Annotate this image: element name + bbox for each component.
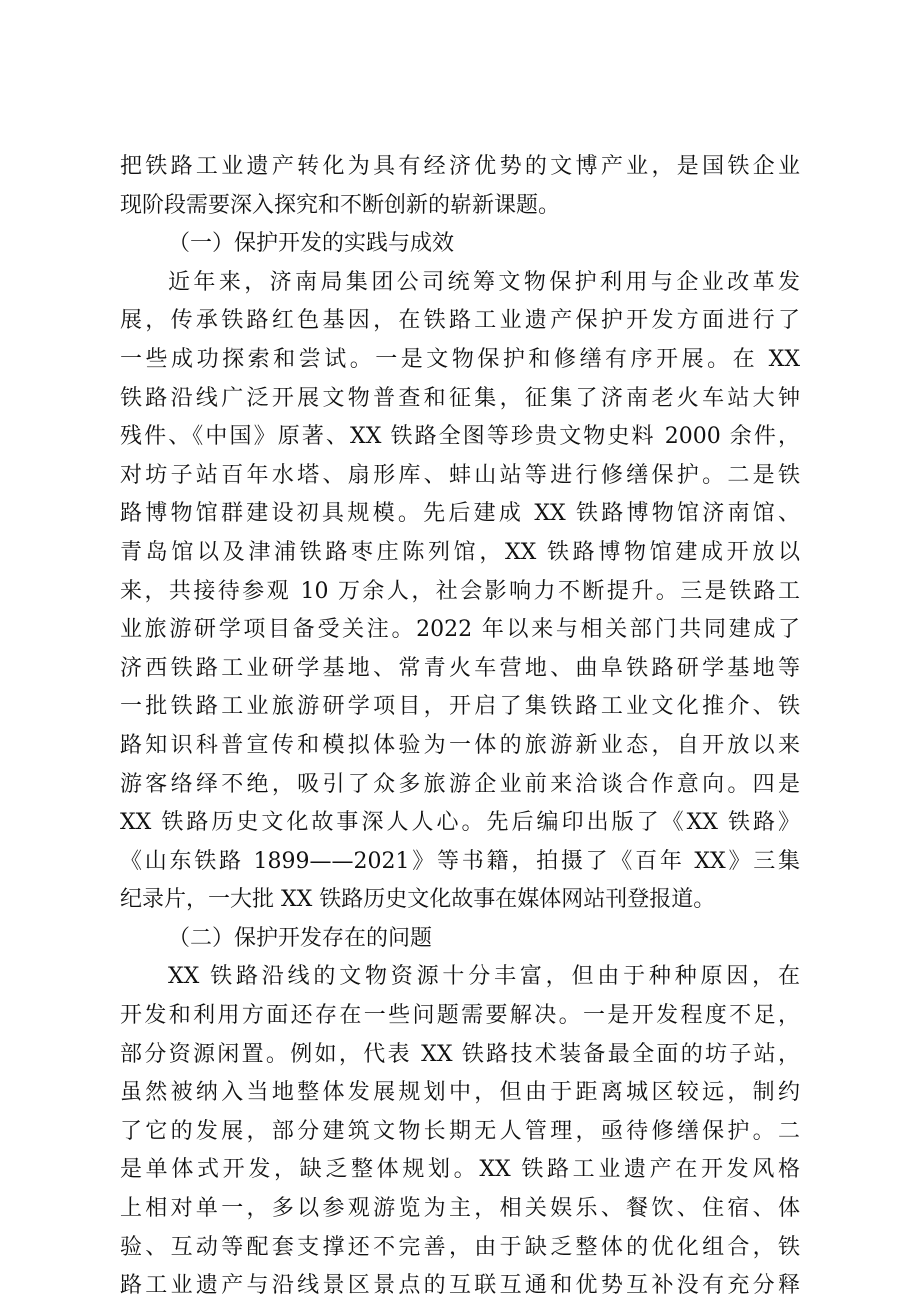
section1-heading: （一）保护开发的实践与成效: [168, 231, 455, 257]
section1-line: 游客络绎不绝，吸引了众多旅游企业前来洽谈合作意向。四是: [120, 771, 800, 797]
section1-line: XX 铁路历史文化故事深人人心。先后编印出版了《XX 铁路》: [120, 810, 800, 836]
section1-line: 来，共接待参观 10 万余人，社会影响力不断提升。三是铁路工: [120, 578, 800, 604]
document-page: [120, 148, 800, 1306]
section1-line: 对坊子站百年水塔、扇形库、蚌山站等进行修缮保护。二是铁: [120, 462, 800, 488]
section2-line: 路工业遗产与沿线景区景点的互联互通和优势互补没有充分释: [120, 1273, 800, 1299]
section1-line: 业旅游研学项目备受关注。2022 年以来与相关部门共同建成了: [120, 617, 800, 643]
section1-line: 路知识科普宣传和模拟体验为一体的旅游新业态，自开放以来: [120, 732, 800, 758]
section1-line: 铁路沿线广泛开展文物普查和征集，征集了济南老火车站大钟: [120, 385, 800, 411]
section2-line: XX 铁路沿线的文物资源十分丰富，但由于种种原因，在: [168, 964, 800, 990]
section2-line: 虽然被纳入当地整体发展规划中，但由于距离城区较远，制约: [120, 1080, 800, 1106]
section1-line: 一批铁路工业旅游研学项目，开启了集铁路工业文化推介、铁: [120, 694, 800, 720]
section1-line: 残件、《中国》原著、XX 铁路全图等珍贵文物史料 2000 余件，: [120, 424, 800, 450]
section1-line: 一些成功探索和尝试。一是文物保护和修缮有序开展。在 XX: [120, 346, 800, 372]
section2-line: 开发和利用方面还存在一些问题需要解决。一是开发程度不足，: [120, 1003, 800, 1029]
section2-line: 上相对单一，多以参观游览为主，相关娱乐、餐饮、住宿、体: [120, 1196, 800, 1222]
section2-line: 部分资源闲置。例如，代表 XX 铁路技术装备最全面的坊子站，: [120, 1041, 800, 1067]
section1-line: 纪录片，一大批 XX 铁路历史文化故事在媒体网站刊登报道。: [120, 887, 716, 913]
section1-line: 济西铁路工业研学基地、常青火车营地、曲阜铁路研学基地等: [120, 655, 800, 681]
section2-line: 是单体式开发，缺乏整体规划。XX 铁路工业遗产在开发风格: [120, 1157, 800, 1183]
section2-line: 了它的发展，部分建筑文物长期无人管理，亟待修缮保护。二: [120, 1118, 800, 1144]
section1-line: 近年来，济南局集团公司统筹文物保护利用与企业改革发: [168, 269, 800, 295]
intro-line: 现阶段需要深入探究和不断创新的崭新课题。: [120, 192, 561, 218]
intro-line: 把铁路工业遗产转化为具有经济优势的文博产业，是国铁企业: [120, 154, 800, 179]
section2-line: 验、互动等配套支撑还不完善，由于缺乏整体的优化组合，铁: [120, 1234, 800, 1260]
section1-line: 《山东铁路 1899——2021》等书籍，拍摄了《百年 XX》三集: [120, 848, 800, 874]
section2-heading: （二）保护开发存在的问题: [168, 925, 433, 951]
section1-line: 青岛馆以及津浦铁路枣庄陈列馆，XX 铁路博物馆建成开放以: [120, 539, 800, 565]
section1-line: 展，传承铁路红色基因，在铁路工业遗产保护开发方面进行了: [120, 308, 800, 334]
section1-line: 路博物馆群建设初具规模。先后建成 XX 铁路博物馆济南馆、: [120, 501, 800, 527]
